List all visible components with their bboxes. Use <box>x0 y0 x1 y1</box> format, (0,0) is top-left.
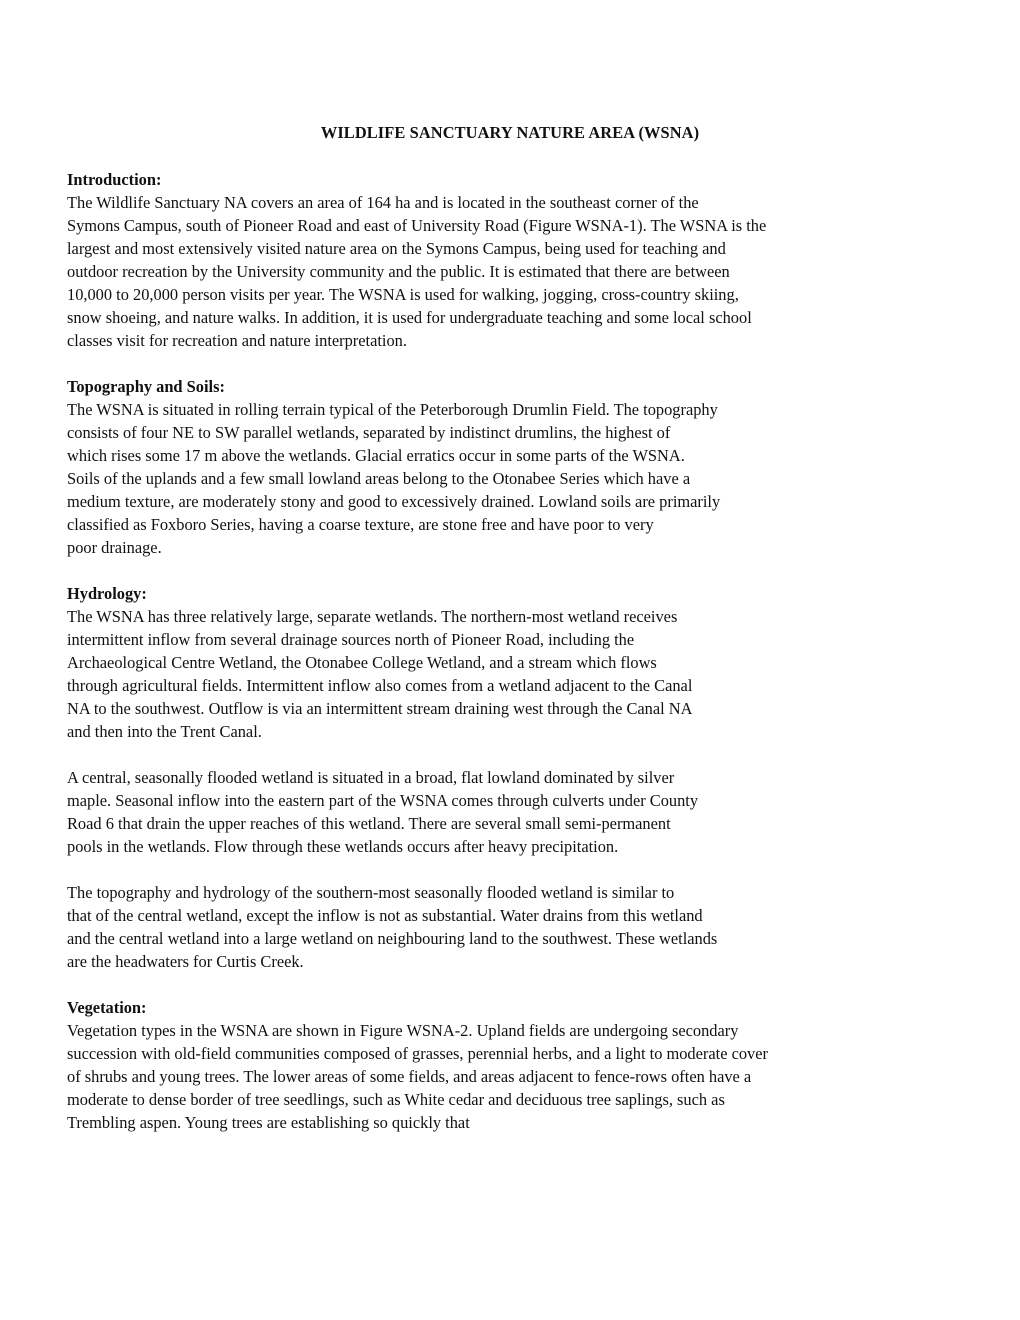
section-vegetation <box>67 996 947 1134</box>
section-heading: Vegetation: <box>67 998 147 1017</box>
page-title: WILDLIFE SANCTUARY NATURE AREA (WSNA) <box>320 123 700 142</box>
section-hydrology <box>67 582 947 743</box>
paragraph-line: The WSNA is situated in rolling terrain typical of the Peterborough Drumlin Field. The topography <box>67 400 718 419</box>
section-heading: Topography and Soils: <box>67 377 225 396</box>
paragraph-line: moderate to dense border of tree seedlings, such as White cedar and deciduous tree saplings, such as <box>67 1090 725 1109</box>
paragraph-line: snow shoeing, and nature walks. In addition, it is used for undergraduate teaching and some local school <box>67 308 752 327</box>
paragraph-line: intermittent inflow from several drainage sources north of Pioneer Road, including the <box>67 630 635 649</box>
paragraph-line: largest and most extensively visited nature area on the Symons Campus, being used for teaching and <box>67 239 726 258</box>
paragraph-line: pools in the wetlands. Flow through these wetlands occurs after heavy precipitation. <box>67 837 619 856</box>
paragraph-line: which rises some 17 m above the wetlands. Glacial erratics occur in some parts of the WSNA. <box>67 446 685 465</box>
paragraph-line: Symons Campus, south of Pioneer Road and east of University Road (Figure WSNA-1). The WSNA is the <box>67 216 767 235</box>
paragraph-line: NA to the southwest. Outflow is via an intermittent stream draining west through the Canal NA <box>67 699 693 718</box>
paragraph-line: through agricultural fields. Intermittent inflow also comes from a wetland adjacent to the Canal <box>67 676 693 695</box>
paragraph-line: classified as Foxboro Series, having a coarse texture, are stone free and have poor to very <box>67 515 654 534</box>
hydrology-paragraph-3 <box>67 881 947 973</box>
paragraph-line: Archaeological Centre Wetland, the Otonabee College Wetland, and a stream which flows <box>67 653 657 672</box>
paragraph-line: 10,000 to 20,000 person visits per year. The WSNA is used for walking, jogging, cross-country skiing, <box>67 285 739 304</box>
paragraph-line: medium texture, are moderately stony and good to excessively drained. Lowland soils are primarily <box>67 492 721 511</box>
paragraph-line: and then into the Trent Canal. <box>67 722 262 741</box>
paragraph-line: maple. Seasonal inflow into the eastern part of the WSNA comes through culverts under County <box>67 791 699 810</box>
section-topography <box>67 375 947 559</box>
paragraph-line: and the central wetland into a large wetland on neighbouring land to the southwest. These wetlands <box>67 929 718 948</box>
paragraph-line: that of the central wetland, except the inflow is not as substantial. Water drains from this wetland <box>67 906 703 925</box>
paragraph-line: classes visit for recreation and nature interpretation. <box>67 331 407 350</box>
paragraph-line: are the headwaters for Curtis Creek. <box>67 952 304 971</box>
paragraph-line: Soils of the uplands and a few small lowland areas belong to the Otonabee Series which have a <box>67 469 691 488</box>
paragraph-line: Road 6 that drain the upper reaches of this wetland. There are several small semi-permanent <box>67 814 671 833</box>
paragraph-line: poor drainage. <box>67 538 162 557</box>
hydrology-paragraph-2 <box>67 766 947 858</box>
paragraph-line: Vegetation types in the WSNA are shown in Figure WSNA-2. Upland fields are undergoing secondary <box>67 1021 739 1040</box>
paragraph-line: of shrubs and young trees. The lower areas of some fields, and areas adjacent to fence-rows often have a <box>67 1067 752 1086</box>
paragraph-line: The WSNA has three relatively large, separate wetlands. The northern-most wetland receives <box>67 607 678 626</box>
paragraph-line: Trembling aspen. Young trees are establishing so quickly that <box>67 1113 470 1132</box>
paragraph-line: outdoor recreation by the University community and the public. It is estimated that there are between <box>67 262 730 281</box>
paragraph-line: A central, seasonally flooded wetland is situated in a broad, flat lowland dominated by silver <box>67 768 675 787</box>
paragraph-line: The topography and hydrology of the southern-most seasonally flooded wetland is similar to <box>67 883 675 902</box>
section-heading: Hydrology: <box>67 584 147 603</box>
paragraph-line: consists of four NE to SW parallel wetlands, separated by indistinct drumlins, the highest of <box>67 423 671 442</box>
section-introduction <box>67 168 947 352</box>
paragraph-line: The Wildlife Sanctuary NA covers an area of 164 ha and is located in the southeast corner of the <box>67 193 699 212</box>
section-heading: Introduction: <box>67 170 162 189</box>
paragraph-line: succession with old-field communities composed of grasses, perennial herbs, and a light to moderate cover <box>67 1044 768 1063</box>
